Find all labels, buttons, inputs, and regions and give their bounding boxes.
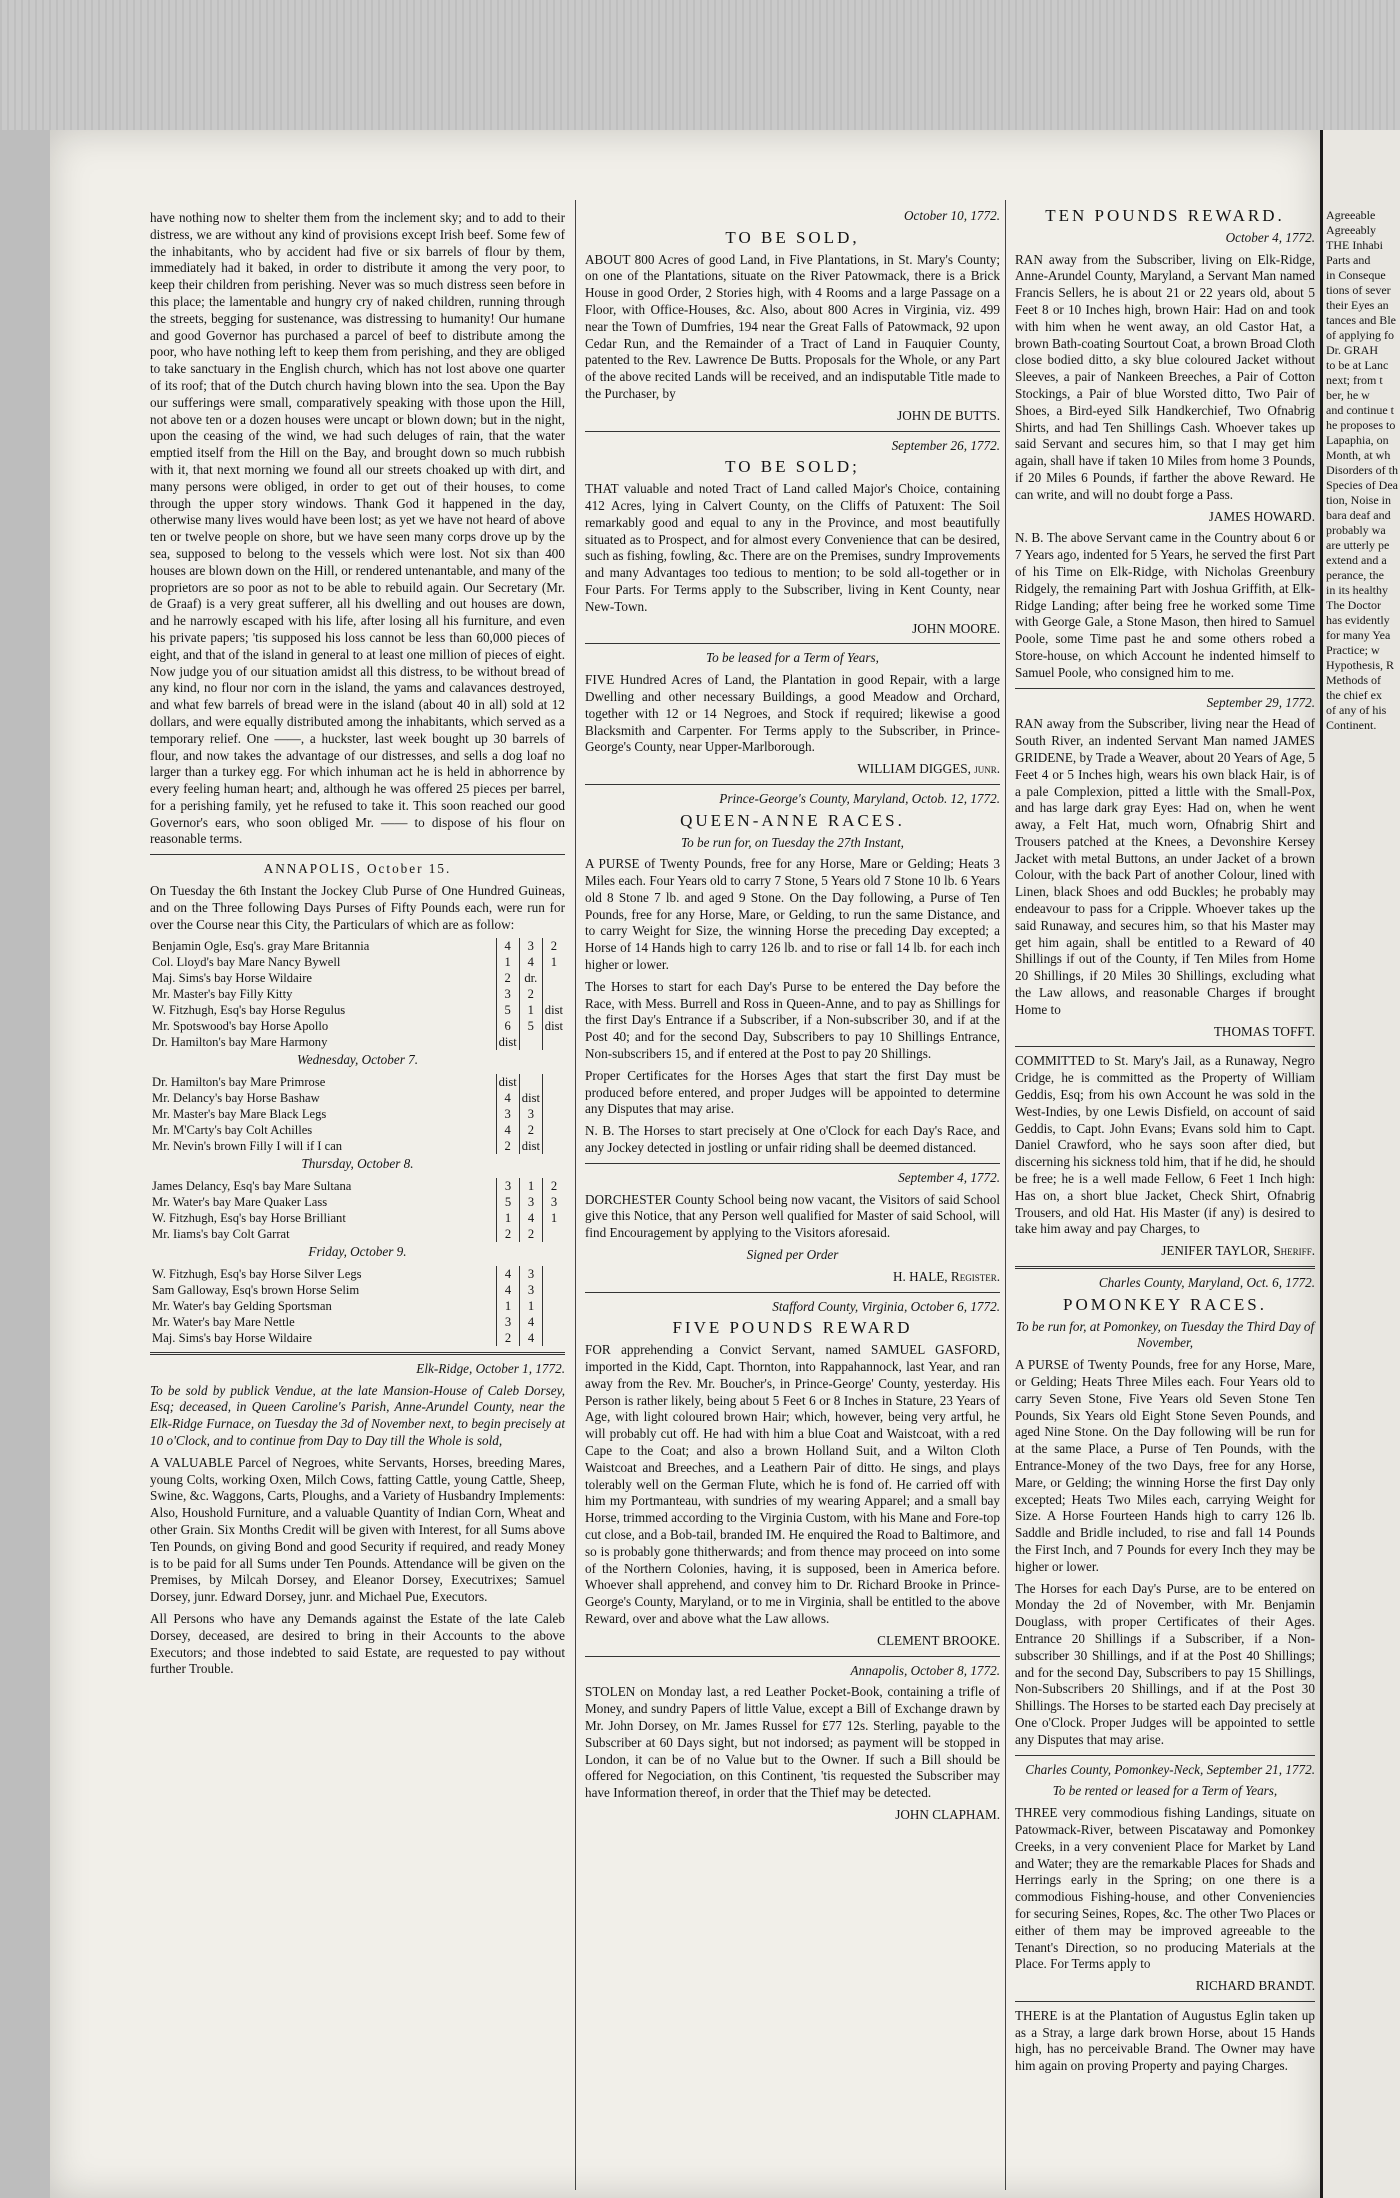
heat-result: 3 [520, 1194, 543, 1210]
facing-page-line: in its healthy [1326, 583, 1388, 597]
facing-page-line: Agreeably [1326, 223, 1376, 237]
heat-result: 3 [497, 1178, 520, 1194]
race-row [150, 1074, 565, 1090]
heat-result [543, 1122, 566, 1138]
heat-result: 4 [496, 1090, 519, 1106]
race-row [150, 1090, 565, 1106]
heat-result [543, 1282, 566, 1298]
ad-text: A PURSE of Twenty Pounds, free for any Horse, Mare or Gelding; Heats 3 Miles each. Four Years old to carry 7 Stone, 5 Years old 7 Stone 10 lb. 6 Years old 8 Stone 7 lb. and aged 9 Stone. On the Day following, a Purse of Ten Pounds, free for any Horse, Mare, or Gelding, to run the same Distance, and to carry Weight for Size, the winning Horse the preceding Day excepted; a Horse of 14 Hands high to carry 126 lb. and to rise or fall 14 lb. for each inch higher or lower. [585, 856, 1000, 973]
facing-page-line: tances and Ble [1326, 313, 1396, 327]
race-row [150, 1226, 565, 1242]
divider [585, 1163, 1000, 1164]
race-day-heading: Friday, October 9. [308, 1244, 407, 1260]
heat-result: 1 [496, 954, 519, 970]
heat-result: 2 [496, 1138, 519, 1154]
facing-page-line: Practice; w [1326, 643, 1380, 657]
race-row [150, 1282, 565, 1298]
ad-text: THREE very commodious fishing Landings, situate on Patowmack-River, between Piscataway and Pomonkey Creeks, in a very convenient Place for Market by Land and Water; they are the remarkable Places for Shads and Herrings early in the Spring; on one there is a commodious Fishing-house, and other Conveniencies for securing Seines, Ropes, &c. The other Two Places or either of them may be improved agreeable to the Tenant's Direction, so no producing Materials at the Place. For Terms apply to [1015, 1805, 1315, 1972]
heat-result: 4 [497, 1282, 520, 1298]
race-row [150, 1178, 565, 1194]
heat-result: 2 [519, 986, 542, 1002]
facing-page-line: and continue t [1326, 403, 1394, 417]
scan-margin-top [0, 0, 1400, 130]
race-entrant: W. Fitzhugh, Esq's bay Horse Brilliant [152, 1211, 346, 1226]
heat-result: dist [496, 1034, 519, 1050]
heat-result: 1 [543, 1210, 566, 1226]
race-entrant: W. Fitzhugh, Esq's bay Horse Silver Legs [152, 1266, 362, 1281]
ad-text: THERE is at the Plantation of Augustus Eglin taken up as a Stray, a large dark brown Horse, about 15 Hands high, has no perceivable Brand. The Owner may have him again on proving Property and paying Charges. [1015, 2007, 1315, 2074]
ad-signature: JOHN DE BUTTS. [897, 407, 1000, 423]
heat-result: 1 [542, 954, 565, 970]
facing-page-line: bara deaf and [1326, 508, 1391, 522]
facing-page-line: has evidently [1326, 613, 1390, 627]
ad-text: A PURSE of Twenty Pounds, free for any Horse, Mare, or Gelding; Heats Three Miles each. Four Years old to carry Seven Stone, Five Years old Seven Stone Ten Pounds, Six Years old Eight Stone Seven Pounds, and aged Nine Stone. On the Day following will be run for at the same Place, a Purse of Ten Pounds, with the Entrance-Money of the two Days, free for any Horse, Mare, or Gelding; the winning Horse the first Day only excepted; Heats Two Miles each, carrying Weight for Size. A Horse Fourteen Hands high to carry 126 lb. Saddle and Bridle included, to rise and fall 14 Pounds the First Inch, and 7 Pounds for every Inch they may be higher or lower. [1015, 1357, 1315, 1574]
divider [585, 431, 1000, 432]
heat-result: 2 [497, 1226, 520, 1242]
scan-margin-left [0, 130, 50, 2198]
facing-page-line: Dr. GRAH [1326, 343, 1379, 357]
dateline: October 10, 1772. [904, 208, 1000, 223]
race-entrant: Sam Galloway, Esq's brown Horse Selim [152, 1282, 360, 1297]
ad-signature: JAMES HOWARD. [1208, 508, 1315, 524]
race-entrant: Maj. Sims's bay Horse Wildaire [152, 1330, 312, 1345]
heat-result: 3 [519, 1106, 542, 1122]
facing-page-fragment [1320, 130, 1400, 2198]
facing-page-line: in Conseque [1326, 268, 1386, 282]
heat-result: 3 [520, 1266, 543, 1282]
facing-page-line: The Doctor [1326, 598, 1381, 612]
vendue-text: A VALUABLE Parcel of Negroes, white Servants, Horses, breeding Mares, young Colts, working Oxen, Milch Cows, fatting Cattle, young Cattle, Sheep, Swine, &c. Waggons, Carts, Ploughs, and a Variety of Husbandry Implements: Also, Houshold Furniture, and a valuable Quantity of Indian Corn, Wheat and other Grain. Six Months Credit will be given with Interest, for all Sums above Ten Pounds, on giving Bond and good Security if required, and ready Money is to be paid for all Sums under Ten Pounds. Attendance will be given on the Premises, by Milcah Dorsey, and Eleanor Dorsey, Executrixes; Samuel Dorsey, junr. Edward Dorsey, junr. and Michael Pue, Executors. [150, 1454, 565, 1605]
heat-result: 4 [496, 1122, 519, 1138]
dateline: October 4, 1772. [1225, 229, 1315, 245]
column-rule [575, 200, 576, 2190]
heat-result [543, 1138, 566, 1154]
facing-page-line: the chief ex [1326, 688, 1382, 702]
race-day-heading: Wednesday, October 7. [296, 1052, 419, 1068]
race-row [150, 1194, 565, 1210]
divider [585, 1292, 1000, 1293]
dateline: September 29, 1772. [1206, 694, 1315, 710]
ad-heading: To be leased for a Term of Years, [706, 650, 879, 666]
race-results-day3 [150, 1178, 565, 1242]
race-row [150, 1298, 565, 1314]
heat-result [543, 1090, 566, 1106]
race-row [150, 1002, 565, 1018]
race-entrant: Mr. Master's bay Mare Black Legs [152, 1107, 327, 1122]
facing-page-line: Lapaphia, on [1326, 433, 1389, 447]
heat-result: 1 [519, 1002, 542, 1018]
race-entrant: Dr. Hamilton's bay Mare Harmony [152, 1035, 328, 1050]
ad-heading: TEN POUNDS REWARD. [1045, 206, 1285, 225]
heat-result: 5 [519, 1018, 542, 1034]
ad-signature: H. HALE, Register. [893, 1268, 1000, 1284]
facing-page-line: Continent. [1326, 718, 1377, 732]
race-row [150, 1314, 565, 1330]
heat-result: dist [542, 1002, 565, 1018]
race-row [150, 1034, 565, 1050]
facing-page-line: Hypothesis, R [1326, 658, 1395, 672]
heat-result [519, 1034, 542, 1050]
heat-result: 2 [543, 1178, 566, 1194]
ad-heading: To be rented or leased for a Term of Years, [1052, 1783, 1278, 1799]
dateline: Prince-George's County, Maryland, Octob. 12, 1772. [719, 790, 1000, 806]
race-entrant: Mr. Master's bay Filly Kitty [152, 987, 293, 1002]
heat-result: 3 [496, 1106, 519, 1122]
annapolis-text: On Tuesday the 6th Instant the Jockey Club Purse of One Hundred Guineas, and on the Three following Days Purses of Fifty Pounds each, were run for over the Course near this City, the Particulars of which are as follow: [150, 883, 565, 932]
dateline: Annapolis, October 8, 1772. [850, 1662, 1000, 1678]
heat-result: 1 [520, 1298, 543, 1314]
race-row [150, 970, 565, 986]
race-row [150, 1138, 565, 1154]
race-row [150, 1122, 565, 1138]
vendue-intro: To be sold by publick Vendue, at the late Mansion-House of Caleb Dorsey, Esq; deceased, in Queen Caroline's Parish, Anne-Arundel County, near the Elk-Ridge Furnace, on Tuesday the 3d of November next, to begin precisely at 10 o'Clock, and to continue from Day to Day till the Whole is sold, [150, 1382, 565, 1449]
race-entrant: Mr. Spotswood's bay Horse Apollo [152, 1019, 329, 1034]
ad-signature: RICHARD BRANDT. [1195, 1978, 1315, 1994]
newspaper-page [50, 130, 1320, 2198]
facing-page-line: for many Yea [1326, 628, 1391, 642]
race-results-day4 [150, 1266, 565, 1346]
ad-text: The Horses to start for each Day's Purse to be entered the Day before the Race, with Mess. Burrell and Ross in Queen-Anne, and to pay as Shillings for the first Day's Entrance if a Subscriber, if a Non-subscriber 30, and if at the Post 40; and for the second Day, Subscribers to pay 10 Shillings Entrance, Non-subscribers 15, and if entered at the Post to pay 20 Shillings. [585, 978, 1000, 1062]
heat-result: 2 [542, 938, 565, 954]
heat-result [543, 1226, 566, 1242]
heat-result: 3 [520, 1282, 543, 1298]
race-row [150, 1210, 565, 1226]
ad-heading: FIVE POUNDS REWARD [672, 1318, 913, 1338]
ad-text: RAN away from the Subscriber, living near the Head of South River, an indented Servant Man named JAMES GRIDENE, by Trade a Weaver, about 20 Years of Age, 5 Feet 4 or 5 Inches high, wears his own black Hair, is of a pale Complexion, pitted a little with the Small-Pox, and has large dark gray Eyes: Had on, when he went away, a Felt Hat, much worn, Ofnabrig Shirt and Trousers patched at the Knees, a Devonshire Kersey Jacket with metal Buttons, an under Jacket of a brown Colour, with the back Part of another Colour, lined with Linen, black Shoes and odd Buckles; he probably may endeavour to pass for a Cripple. Whoever takes up the said Runaway, and secures him, so that his Master may get him again, shall be entitled to a Reward of 40 Shillings if out of the County, if Ten Miles from Home 20 Shillings, if 20 Miles 30 Shillings, excluding what the Law allows, and reasonable Charges if brought Home to [1015, 716, 1315, 1017]
race-row [150, 1330, 565, 1346]
dateline: September 26, 1772. [891, 437, 1000, 453]
race-entrant: Mr. Delancy's bay Horse Bashaw [152, 1091, 320, 1106]
dateline: September 4, 1772. [898, 1169, 1000, 1185]
race-entrant: James Delancy, Esq's bay Mare Sultana [152, 1179, 352, 1194]
divider [585, 784, 1000, 785]
heat-result [543, 1298, 566, 1314]
ad-text: Proper Certificates for the Horses Ages that start the first Day must be produced before entered, and proper Judges will be appointed to determine any Disputes that may arise. [585, 1067, 1000, 1117]
race-entrant: Col. Lloyd's bay Mare Nancy Bywell [152, 955, 341, 970]
ad-subheading: To be run for, on Tuesday the 27th Instant, [681, 834, 904, 850]
facing-page-line: next; from t [1326, 373, 1383, 387]
ad-text: DORCHESTER County School being now vacant, the Visitors of said School give this Notice, that any Person well qualified for Master of said School, will find Encouragement by applying to the Visitors aforesaid. [585, 1191, 1000, 1241]
column-1 [150, 210, 565, 1683]
race-results-day1 [150, 938, 565, 1050]
heat-result: 3 [496, 986, 519, 1002]
heat-result: 3 [519, 938, 542, 954]
divider [1015, 2001, 1315, 2002]
ad-text: ABOUT 800 Acres of good Land, in Five Plantations, in St. Mary's County; on one of the Plantations, situate on the River Patowmack, there is a Brick House in good Order, 2 Stories high, with 4 Rooms and a large Passage on a Floor, with Office-Houses, &c. Also, about 800 Acres in Virginia, viz. 499 near the Town of Dumfries, 194 near the Great Falls of Patowmack, 92 upon Cedar Run, and the Remainder of a Tract of Land in Fauquier County, patented to the Rev. Lawrence De Butts. Proposals for the Whole, or any Part of the above recited Lands will be received, and an indisputable Title made to the Purchaser, by [585, 251, 1000, 401]
ad-text: STOLEN on Monday last, a red Leather Pocket-Book, containing a trifle of Money, and sundry Papers of little Value, except a Bill of Exchange drawn by Mr. John Dorsey, on Mr. James Russel for £77 12s. Sterling, payable to the Subscriber at 60 Days sight, but not indorsed; as payment will be stopped in London, it can be of no Value but to the Owner. If such a Bill should be offered for Negociation, on this Continent, 'tis requested the Subscriber may have Information thereof, in order that the Thief may be detected. [585, 1684, 1000, 1801]
ad-text: The Horses for each Day's Purse, are to be entered on Monday the 2d of November, with Mr. Benjamin Douglass, with proper Certificates of their Ages. Entrance 20 Shillings if a Subscriber, if a Non-subscriber 30 Shillings, and if at the Post 40 Shillings; and for the second Day, Subscribers to pay 15 Shillings, Non-Subscribers 20 Shillings, and if at the Post 30 Shillings. The Horses to be started each Day precisely at One o'Clock. Proper Judges will be appointed to settle any Disputes that may arise. [1015, 1580, 1315, 1747]
heat-result: 2 [520, 1226, 543, 1242]
facing-page-line: tions of sever [1326, 283, 1391, 297]
heat-result [543, 1074, 566, 1090]
heat-result: 1 [497, 1210, 520, 1226]
race-row [150, 938, 565, 954]
heat-result: 3 [543, 1194, 566, 1210]
race-row [150, 1106, 565, 1122]
ad-heading: POMONKEY RACES. [1062, 1294, 1267, 1314]
race-entrant: Dr. Hamilton's bay Mare Primrose [152, 1075, 326, 1090]
facing-page-line: Methods of [1326, 673, 1381, 687]
facing-page-line: of any of his [1326, 703, 1387, 717]
column-rule [1005, 200, 1006, 2190]
ad-heading: TO BE SOLD, [725, 227, 860, 247]
facing-page-line: Disorders of th [1326, 463, 1398, 477]
dateline: Charles County, Maryland, Oct. 6, 1772. [1098, 1275, 1315, 1291]
annapolis-heading: ANNAPOLIS, October 15. [263, 861, 452, 877]
facing-page-line: perance, the [1326, 568, 1384, 582]
heat-result: dist [519, 1090, 542, 1106]
divider [585, 1656, 1000, 1657]
column-3 [1015, 208, 1315, 2080]
heat-result: 6 [496, 1018, 519, 1034]
ad-text: THAT valuable and noted Tract of Land called Major's Choice, containing 412 Acres, lying in Calvert County, on the Cliffs of Patuxent: The Soil remarkably good and equal to any in the Province, and most beautifully situated as to Prospect, and for almost every Convenience that can be desired, such as fishing, fowling, &c. There are on the Premises, sundry Improvements and many Advantages too tedious to mention; to be sold all-together or in Four Parts. For Terms apply to the Subscriber, living in Kent County, near New-Town. [585, 481, 1000, 614]
facing-page-line: Month, at wh [1326, 448, 1391, 462]
ad-text: FIVE Hundred Acres of Land, the Plantation in good Repair, with a large Dwelling and other necessary Buildings, a good Meadow and Orchard, together with 12 or 14 Negroes, and Stock if required; likewise a good Blacksmith and Carpenter. For Terms apply to the Subscriber, in Prince-George's County, near Upper-Marlborough. [585, 672, 1000, 755]
facing-page-line: Parts and [1326, 253, 1371, 267]
heat-result [543, 1106, 566, 1122]
heat-result: dist [496, 1074, 519, 1090]
dateline: Stafford County, Virginia, October 6, 1772. [772, 1298, 1000, 1314]
facing-page-line: probably wa [1326, 523, 1386, 537]
race-entrant: Maj. Sims's bay Horse Wildaire [152, 971, 312, 986]
ad-text: FOR apprehending a Convict Servant, named SAMUEL GASFORD, imported in the Kidd, Capt. Thornton, into Rappahannock, last Year, and ran away from the Rev. Mr. Boucher's, in Prince-George' County, yesterday. His Person is rather likely, being about 5 Feet 6 or 8 Inches in Stature, 23 Years of Age, with light coloured brown Hair; which, however, being very artful, he will probably cut off. He had with him a blue Coat and Waistcoat, with a red Cape to the Coat; and also a brown Holland Suit, and a Wilton Cloth Waistcoat and Breeches, and a Leathern Pair of ditto. He sings, and plays tolerably well on the German Flute, which he is fond of. He carried off with him my Portmanteau, with sundries of my wearing Apparel; and a small bay Horse, trimmed according to the Virginia Custom, with his Mane and Fore-top cut close, and a Bob-tail, branded IM. He enquired the Road to Baltimore, and so is probably gone thitherwards; and from thence may proceed on into some of the Northern Colonies, having, it is supposed, been in America before. Whoever shall apprehend, and convey him to Dr. Richard Brooke in Prince-George's County, Maryland, or to me in Virginia, shall be entitled to the above Reward, over and above what the Law allows. [585, 1342, 1000, 1626]
heat-result [519, 1074, 542, 1090]
race-entrant: W. Fitzhugh, Esq's bay Horse Regulus [152, 1003, 346, 1018]
facing-page-line: their Eyes an [1326, 298, 1389, 312]
heat-result: 2 [519, 1122, 542, 1138]
ad-signature: JOHN CLAPHAM. [895, 1806, 1000, 1822]
heat-result: 1 [520, 1178, 543, 1194]
heat-result: 4 [520, 1330, 543, 1346]
column-2 [585, 208, 1000, 1829]
divider [150, 1352, 565, 1355]
divider [150, 854, 565, 855]
heat-result: 1 [497, 1298, 520, 1314]
heat-result: 4 [497, 1266, 520, 1282]
heat-result: 4 [519, 954, 542, 970]
facing-page-line: Agreeable [1326, 208, 1376, 222]
heat-result [543, 1314, 566, 1330]
heat-result: dist [519, 1138, 542, 1154]
heat-result: 4 [496, 938, 519, 954]
race-day-heading: Thursday, October 8. [301, 1156, 414, 1172]
ad-note: Signed per Order [746, 1247, 839, 1263]
heat-result [543, 1330, 566, 1346]
race-row [150, 1266, 565, 1282]
hurricane-letter: have nothing now to shelter them from the inclement sky; and to add to their distress, we are without any kind of provisions except Irish beef. Some few of the inhabitants, who by accident had five or six barrels of flour by them, immediately had it baked, in order to distribute it among the very poor, to keep their children from perishing. Never was so much distress seen before in this place; the lamentable and hungry cry of naked children, running through the streets, begging for sustenance, was distressing to humanity! Our humane and good Governor has purchased a parcel of beef to distribute among the poor, who have nothing left to keep them from perishing, and they are obliged to take sanctuary in the English church, which has not lost above one quarter of its roof; that of the Dutch church having blown into the sea. Upon the Bay our sufferings were small, comparatively speaking with those upon the Hill, not above ten or a dozen houses were uncapt or blown down; but in the night, upon the ceasing of the wind, we had such deluges of rain, that the water emptied itself from the Hill on the Bay, and brought down so much rubbish with it, that next morning we found all our streets choaked up with dirt, and many persons were obliged, in order to get out of their houses, to come through the upper story windows. Thank God it happened in the day, otherwise many lives would have been lost; as yet we have not heard of above ten or twelve people on shore, but we have seen many corps drove up by the sea, supposed to belong to the vessels which were lost. Not six than 400 houses are blown down on the Hill, or rendered untenantable, and many of the proprietors are so poor as not to be able to rebuild again. Our Secretary (Mr. de Graaf) is a very great sufferer, all his dwelling and out houses are down, and he narrowly escaped with his life, after losing all his furniture, and even his private papers; 'tis supposed his loss cannot be less than 60,000 pieces of eight, and that of the island in general to at least one million of pieces of eight. Now judge you of our situation amidst all this distress, to be without bread of any kind, no flour nor corn in the island, the yams and calavances destroyed, and what few barrels of bread were in the island (about 40 in all) sold at 12 dollars, and were equally distributed among the inhabitants, which served as a temporary relief. One ——, a huckster, last week bought up 30 barrels of flour, and now takes the advantage of our distresses, and sells a dog loaf no larger than a turkey egg. For which inhuman act he is held in abhorrence by every feeling human heart; and, although he was offered 25 pieces per barrel, for a perishing family, yet he refused to take it. This soon reached our good Governor's ears, who soon obliged Mr. —— to dispose of his flour on reasonable terms. [150, 210, 565, 847]
heat-result: 3 [497, 1314, 520, 1330]
race-entrant: Mr. Water's bay Gelding Sportsman [152, 1298, 332, 1313]
heat-result: 5 [496, 1002, 519, 1018]
facing-page-line: THE Inhabi [1326, 238, 1383, 252]
facing-page-line: Species of Dea [1326, 478, 1398, 492]
divider [1015, 1266, 1315, 1269]
facing-page-line: are utterly pe [1326, 538, 1390, 552]
ad-text: N. B. The above Servant came in the Country about 6 or 7 Years ago, indented for 5 Years, he served the first Part of his Time on Elk-Ridge, with Nicholas Greenbury Ridgely, the remaining Part with Joshua Griffith, at Elk-Ridge Landing; after being free he worked some Time with George Gale, a Stone Mason, then hired to Samuel Poole, some Time past he and some others robed a Store-house, on which Account he indented himself to Samuel Poole, who consigned him to me. [1015, 530, 1315, 680]
ad-heading: TO BE SOLD; [725, 457, 860, 477]
divider [1015, 1755, 1315, 1756]
divider [1015, 688, 1315, 689]
ad-signature: JENIFER TAYLOR, Sheriff. [1161, 1243, 1315, 1259]
heat-result: 4 [520, 1210, 543, 1226]
vendue-text-2: All Persons who have any Demands against the Estate of the late Caleb Dorsey, deceased, are desired to bring in their Accounts to the above Executors; and those indebted to said Estate, are requested to pay without further Trouble. [150, 1611, 565, 1677]
race-row [150, 1018, 565, 1034]
heat-result [542, 986, 565, 1002]
ad-subheading: To be run for, at Pomonkey, on Tuesday the Third Day of November, [1015, 1318, 1315, 1351]
facing-page-line: ber, he w [1326, 388, 1370, 402]
race-entrant: Mr. Nevin's brown Filly I will if I can [152, 1139, 343, 1154]
ad-text: COMMITTED to St. Mary's Jail, as a Runaway, Negro Cridge, he is committed as the Property of William Geddis, Esq; from his own Account he was sold in the West-Indies, by one Lewis Disfield, on account of said Geddis, to Capt. John Evans; Evans sold him to Capt. Daniel Crawford, who he says soon after died, but discerning his sickness told him, that if he did, he should be free; he is a well made Fellow, 6 Feet 1 Inch high: Has on, a short blue Jacket, Check Shirt, Ofnabrig Trousers, and old Hat. His Master (if any) is desired to take him away and pay Charges, to [1015, 1053, 1315, 1237]
ad-text: N. B. The Horses to start precisely at One o'Clock for each Day's Race, and any Jockey detected in jostling or unfair riding shall be deemed distanced. [585, 1123, 1000, 1156]
race-entrant: Mr. Water's bay Mare Quaker Lass [152, 1195, 328, 1210]
heat-result: 2 [497, 1330, 520, 1346]
ad-signature: JOHN MOORE. [912, 620, 1000, 636]
facing-page-line: he proposes to [1326, 418, 1396, 432]
dateline: Elk-Ridge, October 1, 1772. [416, 1360, 565, 1376]
race-entrant: Mr. M'Carty's bay Colt Achilles [152, 1123, 313, 1138]
heat-result: 2 [496, 970, 519, 986]
race-row [150, 986, 565, 1002]
race-entrant: Mr. Water's bay Mare Nettle [152, 1314, 295, 1329]
race-entrant: Mr. Iiams's bay Colt Garrat [152, 1227, 290, 1242]
race-results-day2 [150, 1074, 565, 1154]
heat-result: dist [542, 1018, 565, 1034]
heat-result [542, 970, 565, 986]
facing-page-line: extend and a [1326, 553, 1387, 567]
facing-page-line: tion, Noise in [1326, 493, 1391, 507]
race-entrant: Benjamin Ogle, Esq's. gray Mare Britannia [152, 939, 370, 954]
ad-heading: QUEEN-ANNE RACES. [680, 810, 905, 830]
facing-page-line: to be at Lanc [1326, 358, 1389, 372]
ad-signature: CLEMENT BROOKE. [877, 1632, 1000, 1648]
heat-result: 5 [497, 1194, 520, 1210]
dateline: Charles County, Pomonkey-Neck, September 21, 1772. [1025, 1761, 1315, 1777]
race-row [150, 954, 565, 970]
heat-result: dr. [519, 970, 542, 986]
facing-page-line: of applying fo [1326, 328, 1394, 342]
ad-signature: THOMAS TOFFT. [1213, 1023, 1315, 1039]
ad-signature: WILLIAM DIGGES, junr. [857, 761, 1000, 777]
heat-result [542, 1034, 565, 1050]
heat-result [543, 1266, 566, 1282]
ad-text: RAN away from the Subscriber, living on Elk-Ridge, Anne-Arundel County, Maryland, a Servant Man named Francis Sellers, he is about 21 or 22 years old, about 5 Feet 8 or 10 Inches high, brown Hair: Had on and took with him when he went away, an old Castor Hat, a brown Bath-coating Sourtout Coat, a brown Broad Cloth close bodied ditto, a sky blue coloured Jacket without Sleeves, a pair of Nankeen Breeches, a Pair of Cotton Stockings, a Pair of blue Worsted ditto, Two Pair of Shoes, a Bird-eyed Silk Handkerchief, Two Ofnabrig Shirts, and had Ten Shillings Cash. Whoever takes up said Servant and secures him, so that I may get him again, shall have if taken 10 Miles from home 3 Pounds, if 20 Miles 6 Pounds, if farther the above Reward. He can write, and will no doubt forge a Pass. [1015, 251, 1315, 502]
heat-result: 4 [520, 1314, 543, 1330]
divider [1015, 1046, 1315, 1047]
divider [585, 643, 1000, 644]
